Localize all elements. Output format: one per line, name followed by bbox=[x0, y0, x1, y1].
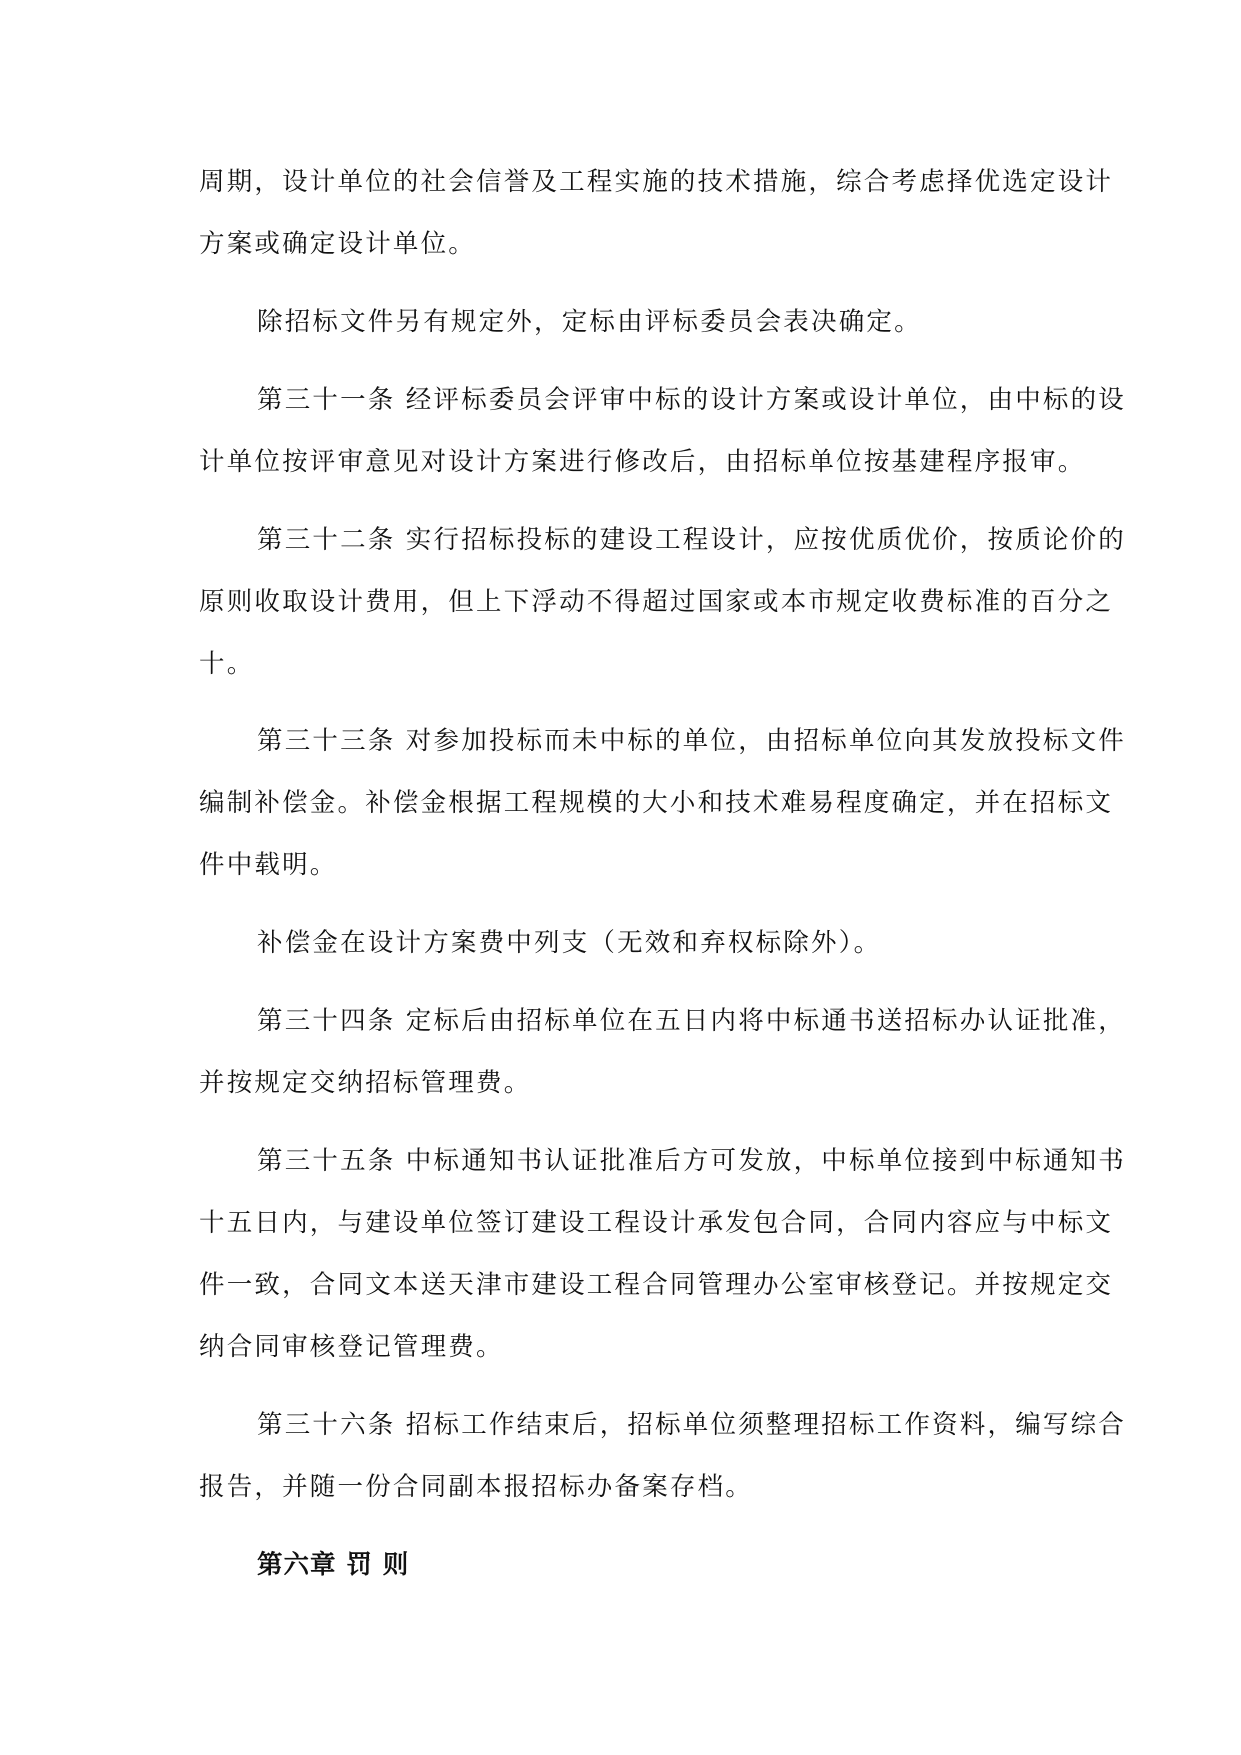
text-line: 第三十四条 定标后由招标单位在五日内将中标通书送招标办认证批准， bbox=[257, 1006, 1127, 1036]
text-line: 纳合同审核登记管理费。 bbox=[199, 1332, 504, 1362]
text-line: 方案或确定设计单位。 bbox=[199, 229, 477, 259]
text-line: 补偿金在设计方案费中列支（无效和弃权标除外）。 bbox=[257, 928, 882, 958]
text-line: 第三十六条 招标工作结束后，招标单位须整理招标工作资料，编写综合 bbox=[257, 1410, 1127, 1440]
text-line: 第三十三条 对参加投标而未中标的单位，由招标单位向其发放投标文件 bbox=[257, 726, 1127, 756]
text-line: 除招标文件另有规定外，定标由评标委员会表决确定。 bbox=[257, 307, 922, 337]
text-line: 件中载明。 bbox=[199, 850, 338, 880]
text-line: 报告，并随一份合同副本报招标办备案存档。 bbox=[199, 1472, 754, 1502]
chapter-heading: 第六章 罚 则 bbox=[257, 1550, 410, 1580]
text-line: 计单位按评审意见对设计方案进行修改后，由招标单位按基建程序报审。 bbox=[199, 447, 1086, 477]
text-line: 周期，设计单位的社会信誉及工程实施的技术措施，综合考虑择优选定设计 bbox=[199, 167, 1114, 197]
text-line: 第三十二条 实行招标投标的建设工程设计，应按优质优价，按质论价的 bbox=[257, 525, 1127, 555]
text-line: 件一致，合同文本送天津市建设工程合同管理办公室审核登记。并按规定交 bbox=[199, 1270, 1114, 1300]
text-line: 十。 bbox=[199, 649, 255, 679]
text-line: 第三十一条 经评标委员会评审中标的设计方案或设计单位，由中标的设 bbox=[257, 385, 1127, 415]
text-line: 十五日内，与建设单位签订建设工程设计承发包合同，合同内容应与中标文 bbox=[199, 1208, 1114, 1238]
text-line: 原则收取设计费用，但上下浮动不得超过国家或本市规定收费标准的百分之 bbox=[199, 587, 1114, 617]
text-line: 并按规定交纳招标管理费。 bbox=[199, 1068, 532, 1098]
text-line: 第三十五条 中标通知书认证批准后方可发放，中标单位接到中标通知书 bbox=[257, 1146, 1127, 1176]
text-line: 编制补偿金。补偿金根据工程规模的大小和技术难易程度确定，并在招标文 bbox=[199, 788, 1114, 818]
